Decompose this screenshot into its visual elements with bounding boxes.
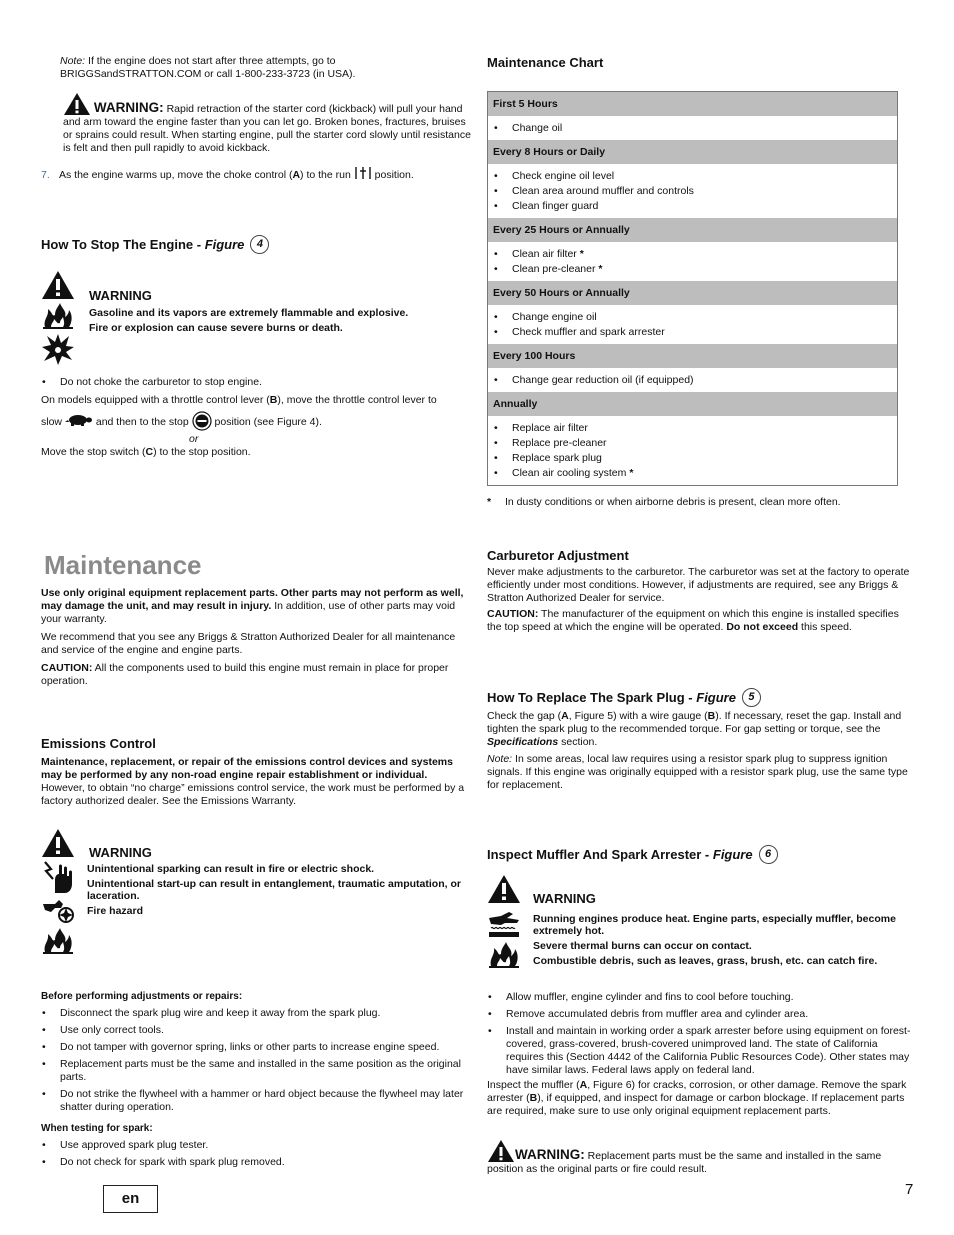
chart-item: [493, 263, 892, 276]
final-warning-text: Replacement parts must be the same and installed in the same position as the original parts or fire could result.: [487, 1150, 882, 1175]
text: Clean air cooling system: [512, 467, 627, 479]
spark-plug-section: [487, 688, 915, 792]
stop-switch-paragraph: [41, 446, 469, 459]
muffler-warning-text: [533, 891, 918, 968]
chart-section-items: [488, 305, 897, 344]
letter: B: [529, 1092, 538, 1104]
kickback-warning-label: WARNING:: [93, 100, 164, 115]
stop-warning-line1: Gasoline and its vapors are extremely flammable and explosive.: [89, 307, 409, 319]
or-text: or: [189, 433, 199, 445]
muffler-warning-line3: Combustible debris, such as leaves, grass, brush, etc. can catch fire.: [533, 955, 878, 967]
text: Move the stop switch (: [41, 446, 146, 458]
caution-label: CAUTION:: [487, 608, 539, 620]
figure-word: Figure: [204, 237, 245, 252]
chart-section-header: Every 25 Hours or Annually: [488, 218, 897, 242]
spark-plug-title: How To Replace The Spark Plug -: [487, 690, 697, 705]
final-warning: [487, 1139, 915, 1176]
carburetor-section: [487, 548, 915, 634]
chart-item: • Replace spark plug: [493, 452, 892, 465]
electric-shock-icon: [41, 860, 75, 894]
carburetor-title: Carburetor Adjustment: [487, 548, 629, 563]
muffler-body: [487, 991, 915, 1118]
warning-triangle-icon: [487, 1139, 515, 1163]
muffler-warning-line2: Severe thermal burns can occur on contact.: [533, 940, 752, 952]
list-item: • Disconnect the spark plug wire and keep it away from the spark plug.: [41, 1007, 469, 1020]
letter: A: [561, 710, 569, 722]
stop-warning-icons: [41, 270, 75, 366]
text: Clean air filter: [512, 248, 577, 260]
text: Maintenance, replacement, or repair of the emissions control devices and systems may be performed by any non-road engine repair establishment or individual.: [41, 756, 453, 781]
warning-triangle-icon: [41, 270, 75, 300]
step-text: As the engine warms up, move the choke control (: [59, 169, 293, 181]
chart-title: Maintenance Chart: [487, 55, 604, 70]
text: ) to the stop position.: [153, 446, 251, 458]
spark-warning-line1: Unintentional sparking can result in fire or electric shock.: [87, 863, 375, 875]
chart-item: • Change gear reduction oil (if equipped): [493, 374, 892, 387]
chart-section-items: [488, 116, 897, 140]
text: Check the gap (: [487, 710, 562, 722]
muffler-warning-label: WARNING: [533, 891, 596, 906]
text: However, to obtain “no charge” emissions control service, the work must be performed by a factory authorized dealer. See the Emissions Warranty.: [41, 782, 465, 807]
footnote-star: *: [487, 496, 492, 508]
letter: B: [707, 710, 716, 722]
chart-item: • Replace air filter: [493, 422, 892, 435]
text: In addition, use of other parts may void your warranty.: [41, 600, 456, 625]
list-item: • Use approved spark plug tester.: [41, 1139, 469, 1152]
chart-item: [493, 467, 892, 480]
testing-spark-heading: When testing for spark:: [41, 1123, 153, 1134]
text: On models equipped with a throttle control lever (: [41, 394, 270, 406]
chart-item: • Change oil: [493, 122, 892, 135]
text: All the components used to build this engine must remain in place for proper operation.: [41, 662, 449, 687]
top-note: [60, 55, 420, 81]
text: ), if equipped, and inspect for damage or carbon blockage. If replacement parts are required, make sure to use only original equipment replacement parts.: [487, 1092, 905, 1117]
maintenance-body: [41, 587, 469, 688]
emissions-text: [41, 756, 469, 808]
slow-line: [41, 411, 469, 432]
figure-badge: 4: [250, 235, 269, 254]
text: slow: [41, 416, 63, 428]
final-warning-label: WARNING:: [515, 1147, 585, 1162]
warning-triangle-icon: [487, 874, 521, 904]
step-number: 7.: [41, 169, 50, 181]
stop-engine-title: How To Stop The Engine -: [41, 237, 205, 252]
step-letter: A: [292, 169, 301, 181]
carburetor-p2: [487, 608, 915, 634]
page-title: Maintenance: [44, 550, 202, 580]
letter: C: [145, 446, 154, 458]
hot-surface-icon: [487, 908, 521, 938]
muffler-paragraph: [487, 1079, 915, 1118]
spark-warning-label: WARNING: [89, 845, 152, 860]
text: section.: [558, 736, 598, 748]
chart-section-header: Every 50 Hours or Annually: [488, 281, 897, 305]
list-item: • Do not tamper with governor spring, links or other parts to increase engine speed.: [41, 1041, 469, 1054]
list-item: • Do not strike the flywheel with a hammer or hard object because the flywheel may later shatter during operation.: [41, 1088, 469, 1114]
footnote-text: In dusty conditions or when airborne debris is present, clean more often.: [505, 496, 841, 508]
chart-item: • Change engine oil: [493, 311, 892, 324]
figure-badge: 6: [759, 845, 778, 864]
emissions-section: [41, 736, 469, 808]
stop-warning-line2: Fire or explosion can cause severe burns or death.: [89, 322, 343, 334]
page-number: 7: [905, 1181, 914, 1198]
warning-triangle-icon: [41, 828, 75, 858]
choke-run-icon: [354, 166, 372, 180]
list-item: • Allow muffler, engine cylinder and fins to cool before touching.: [487, 991, 915, 1004]
spark-plug-note: [487, 753, 915, 792]
chart-item: • Clean finger guard: [493, 200, 892, 213]
text: ), move the throttle control lever to: [277, 394, 437, 406]
chart-item: • Clean area around muffler and controls: [493, 185, 892, 198]
list-item: • Remove accumulated debris from muffler area and cylinder area.: [487, 1008, 915, 1021]
note-prefix: Note:: [60, 55, 86, 67]
kickback-warning: [63, 92, 471, 155]
text: ). If necessary, reset the gap. Install and tighten the spark plug to the recommended torque. For gap setting or torque, see the: [487, 710, 902, 735]
text: Clean pre-cleaner: [512, 263, 596, 275]
stop-warning-label: WARNING: [89, 288, 152, 303]
chart-section-items: [488, 416, 897, 485]
carburetor-p1: Never make adjustments to the carburetor. The carburetor was set at the factory to operate efficiently under most conditions. However, if adjustments are required, see any Briggs & Stratton Authorized Dealer for service.: [487, 566, 910, 604]
maintenance-p1: [41, 587, 469, 626]
muffler-title: Inspect Muffler And Spark Arrester -: [487, 847, 713, 862]
figure-word: Figure: [712, 847, 753, 862]
chart-footnote: [487, 496, 915, 509]
caution-label: CAUTION:: [41, 662, 93, 674]
step-text-mid: ) to the run: [300, 169, 354, 181]
chart-section-header: Every 8 Hours or Daily: [488, 140, 897, 164]
spark-warning-line2: Unintentional start-up can result in entanglement, traumatic amputation, or laceration.: [87, 878, 461, 902]
star: *: [598, 263, 603, 275]
list-item: • Replacement parts must be the same and installed in the same position as the original parts.: [41, 1058, 469, 1084]
muffler-heading: [487, 845, 915, 864]
maintenance-chart-section: [487, 55, 915, 509]
text: this speed.: [798, 621, 852, 633]
spark-warning-line3: Fire hazard: [87, 905, 144, 917]
spark-warning-icons: [41, 828, 75, 954]
maintenance-p3: [41, 662, 469, 688]
spark-plug-p1: [487, 710, 915, 749]
stop-icon: [192, 411, 212, 431]
fire-icon: [41, 303, 75, 329]
chart-item: • Replace pre-cleaner: [493, 437, 892, 450]
before-adjust-section: [41, 990, 469, 1173]
step-7: [41, 166, 471, 182]
explosion-icon: [41, 332, 75, 366]
text: , Figure 6) for cracks, corrosion, or other damage. Remove the spark arrester (: [487, 1079, 907, 1104]
chart-section-items: [488, 242, 897, 281]
chart-section-header: First 5 Hours: [488, 92, 897, 116]
turtle-slow-icon: [65, 414, 93, 426]
kickback-warning-text: Rapid retraction of the starter cord (kickback) will pull your hand and arm toward the engine faster than you can let go. Broken bones, fractures, bruises or sprains could result. When starting engine, pull the starter cord slowly until resistance is felt and then pull rapidly to avoid kickback.: [63, 103, 471, 154]
star: *: [579, 248, 584, 260]
chart-item: • Check engine oil level: [493, 170, 892, 183]
throttle-paragraph: [41, 394, 469, 407]
figure-word: Figure: [696, 690, 736, 705]
note-label: Note:: [487, 753, 513, 765]
star: *: [629, 467, 634, 479]
fire-icon: [41, 928, 75, 954]
list-item: • Install and maintain in working order a spark arrester before using equipment on forest-covered, grass-covered, brush-covered unimproved land. The state of California requires this (Section 4442 of the California Public Resources Code). Other states may have similar laws. Federal laws apply on federal land.: [487, 1025, 915, 1077]
muffler-warning-icons: [487, 874, 521, 968]
chart-section-items: [488, 368, 897, 392]
note-text: If the engine does not start after three attempts, go to BRIGGSandSTRATTON.COM or call 1-800-233-3723 (in USA).: [60, 55, 356, 80]
letter: A: [579, 1079, 588, 1091]
chart-section-header: Annually: [488, 392, 897, 416]
text: position (see Figure 4).: [214, 416, 322, 428]
chart-section-items: [488, 164, 897, 218]
spark-warning-text: [87, 845, 472, 918]
list-item: • Use only correct tools.: [41, 1024, 469, 1037]
maintenance-p2: We recommend that you see any Briggs & Stratton Authorized Dealer for all maintenance and service of the engine and engine parts.: [41, 631, 456, 656]
text: and then to the stop: [95, 416, 189, 428]
stop-engine-heading: [41, 235, 469, 254]
chart-item: [493, 248, 892, 261]
stop-warning-text: [89, 288, 469, 335]
text: The manufacturer of the equipment on which this engine is installed specifies the top speed at which the engine will be operated.: [487, 608, 899, 633]
stop-engine-body: [41, 376, 469, 459]
text: Specifications: [487, 736, 559, 748]
letter: B: [269, 394, 278, 406]
text: , Figure 5) with a wire gauge (: [568, 710, 708, 722]
text: Do not exceed: [726, 621, 799, 633]
muffler-warning-line1: Running engines produce heat. Engine parts, especially muffler, become extremely hot.: [533, 913, 896, 937]
emissions-title: Emissions Control: [41, 736, 156, 751]
language-box: en: [103, 1185, 158, 1213]
entanglement-icon: [41, 896, 75, 926]
step-text-after: position.: [371, 169, 414, 181]
text: In some areas, local law requires using a resistor spark plug to suppress ignition signals. If this engine was originally equipped with a resistor spark plug, use the same type for replacement.: [487, 753, 908, 791]
list-item: • Do not choke the carburetor to stop engine.: [41, 376, 469, 389]
figure-badge: 5: [742, 688, 761, 707]
chart-item: • Check muffler and spark arrester: [493, 326, 892, 339]
maintenance-title: [44, 550, 202, 580]
text: Use only original equipment replacement parts. Other parts may not perform as well, may damage the unit, and may result in injury.: [41, 587, 464, 612]
maintenance-chart-table: [487, 91, 898, 486]
before-adjust-heading: Before performing adjustments or repairs:: [41, 991, 243, 1002]
fire-icon: [487, 942, 521, 968]
warning-triangle-icon: [63, 92, 91, 116]
chart-section-header: Every 100 Hours: [488, 344, 897, 368]
list-item: • Do not check for spark with spark plug removed.: [41, 1156, 469, 1169]
text: Inspect the muffler (: [487, 1079, 580, 1091]
